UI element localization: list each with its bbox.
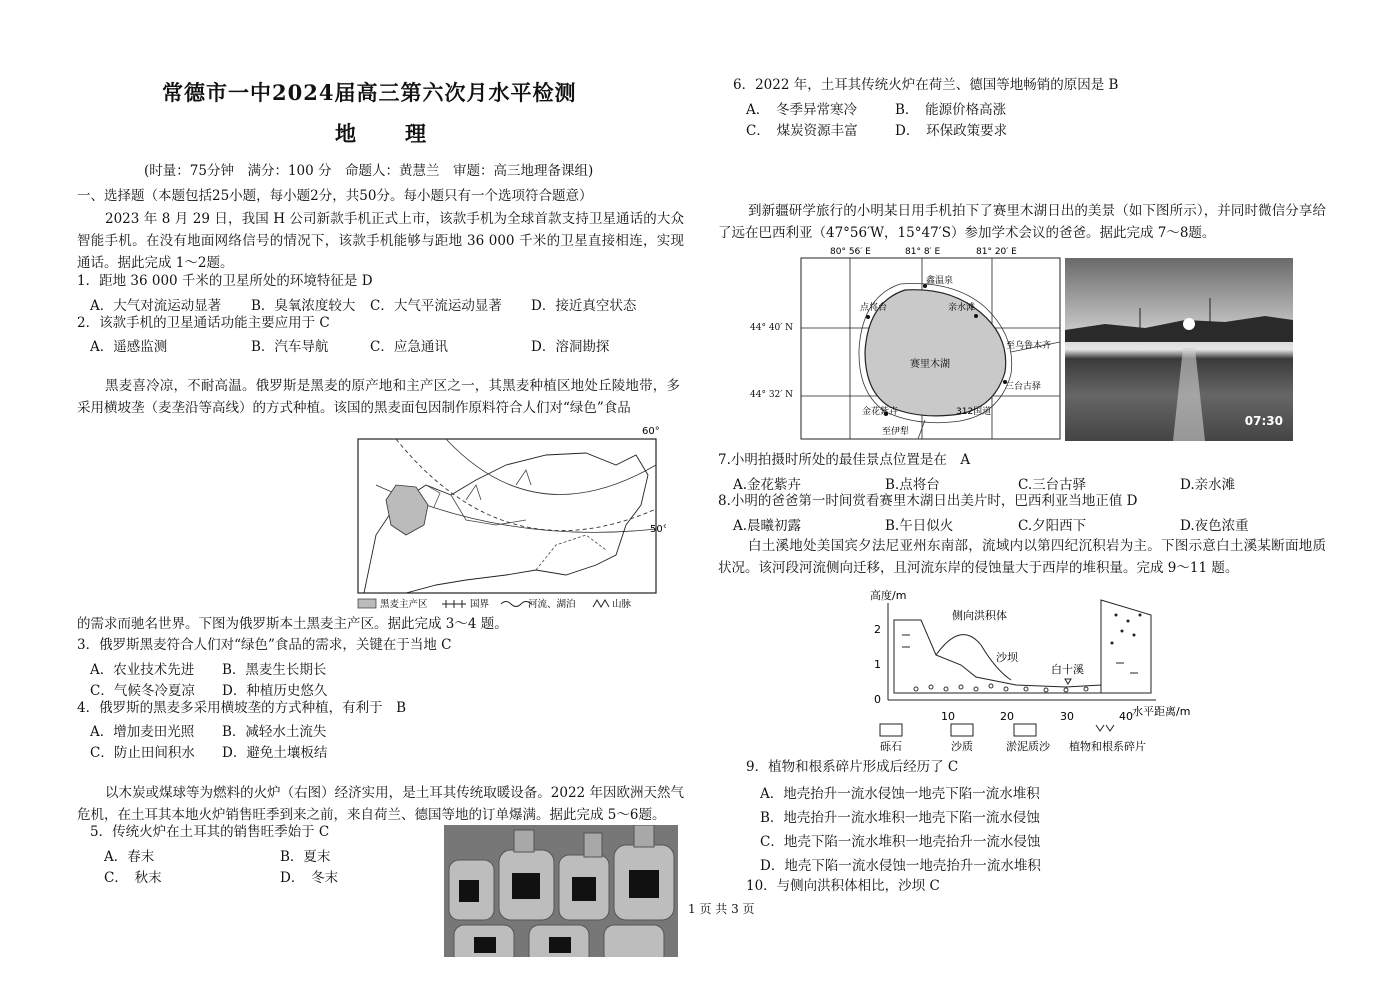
svg-text:点将台: 点将台 bbox=[860, 303, 888, 313]
q7-option-b[interactable]: B.点将台 bbox=[885, 477, 940, 493]
passage-sayram-lake: 到新疆研学旅行的小明某日用手机拍下了赛里木湖日出的美景（如下图所示），并同时微信分享给了远在巴西利亚（47°56′W，15°47′S）参加学术会议的爸爸。据此完成 7～8题。 bbox=[718, 203, 1326, 241]
q4-option-a[interactable]: A．增加麦田光照 bbox=[90, 724, 195, 740]
svg-text:沙坝: 沙坝 bbox=[996, 651, 1018, 664]
q8-stem: 8.小明的爸爸第一时间赏看赛里木湖日出美片时，巴西利亚当地正值 D bbox=[718, 493, 1138, 509]
svg-text:赛里木湖: 赛里木湖 bbox=[910, 359, 950, 370]
passage-creek: 白土溪地处美国宾夕法尼亚州东南部，流域内以第四纪沉积岩为主。下图示意白土溪某断面地质状况。该河段河流侧向迁移，且河流东岸的侵蚀量大于西岸的堆积量。完成 9～11 题。 bbox=[718, 538, 1326, 576]
q6-option-d[interactable]: D． 环保政策要求 bbox=[895, 123, 1008, 139]
q7-option-a[interactable]: A.金花紫卉 bbox=[733, 477, 802, 493]
svg-text:312国道: 312国道 bbox=[956, 407, 992, 417]
subject-title: 地 理 bbox=[335, 121, 440, 146]
passage-rye: 黑麦喜冷凉，不耐高温。俄罗斯是黑麦的原产地和主产区之一，其黑麦种植区地处丘陵地带，多采用横坡垄（麦垄沿等高线）的方式种植。该国的黑麦面包因制作原料符合人们对“绿色”食品 bbox=[77, 378, 680, 416]
russia-rye-map bbox=[356, 425, 666, 615]
svg-text:植物和根系碎片: 植物和根系碎片 bbox=[1069, 740, 1146, 753]
passage-rye-cont: 的需求而驰名世界。下图为俄罗斯本土黑麦主产区。据此完成 3～4 题。 bbox=[77, 616, 508, 632]
q8-option-a[interactable]: A.晨曦初露 bbox=[733, 518, 802, 534]
svg-text:40: 40 bbox=[1119, 710, 1133, 723]
q1-option-b[interactable]: B．臭氧浓度较大 bbox=[251, 298, 356, 314]
page-footer: 1 页 共 3 页 bbox=[688, 902, 755, 916]
page-title: 常德市一中2024届高三第六次月水平检测 bbox=[162, 80, 577, 105]
sunrise-photo bbox=[1065, 258, 1293, 441]
svg-text:山脉: 山脉 bbox=[612, 599, 632, 610]
svg-text:金花紫卉: 金花紫卉 bbox=[862, 407, 899, 417]
q1-option-c[interactable]: C．大气平流运动显著 bbox=[370, 298, 502, 314]
q3-stem: 3．俄罗斯黑麦符合人们对“绿色”食品的需求，关键在于当地 C bbox=[77, 637, 452, 653]
exam-meta: (时量：75分钟 满分：100 分 命题人：黄慧兰 审题：高三地理备课组) bbox=[144, 163, 594, 179]
svg-text:淤泥质沙: 淤泥质沙 bbox=[1006, 740, 1050, 753]
q3-option-a[interactable]: A．农业技术先进 bbox=[90, 662, 195, 678]
q5-option-c[interactable]: C． 秋末 bbox=[104, 870, 162, 886]
svg-text:60°: 60° bbox=[642, 426, 660, 437]
svg-text:黑麦主产区: 黑麦主产区 bbox=[380, 599, 428, 610]
q5-option-b[interactable]: B．夏末 bbox=[280, 849, 331, 865]
q6-option-a[interactable]: A． 冬季异常寒冷 bbox=[746, 102, 857, 118]
svg-text:鑫温泉: 鑫温泉 bbox=[926, 276, 954, 286]
section-heading: 一、选择题（本题包括25小题，每小题2分，共50分。每小题只有一个选项符合题意） bbox=[77, 188, 593, 204]
q8-option-b[interactable]: B.午日似火 bbox=[885, 518, 954, 534]
svg-text:至乌鲁木齐: 至乌鲁木齐 bbox=[1006, 341, 1052, 351]
svg-text:81° 20′ E: 81° 20′ E bbox=[976, 247, 1017, 257]
photo-timestamp: 07:30 bbox=[1244, 414, 1283, 428]
q9-stem: 9．植物和根系碎片形成后经历了 C bbox=[746, 759, 959, 775]
lat-label-1: 44° 40′ N bbox=[750, 323, 794, 333]
q6-stem: 6．2022 年，土耳其传统火炉在荷兰、德国等地畅销的原因是 B bbox=[733, 77, 1119, 93]
svg-text:0: 0 bbox=[874, 693, 881, 706]
creek-section-diagram bbox=[866, 585, 1206, 757]
q6-option-c[interactable]: C． 煤炭资源丰富 bbox=[746, 123, 858, 139]
q2-option-c[interactable]: C．应急通讯 bbox=[370, 339, 448, 355]
q4-option-b[interactable]: B．减轻水土流失 bbox=[222, 724, 327, 740]
q4-option-c[interactable]: C．防止田间积水 bbox=[90, 745, 195, 761]
svg-text:水平距离/m: 水平距离/m bbox=[1132, 705, 1191, 718]
svg-text:20: 20 bbox=[1000, 710, 1014, 723]
q9-option-d[interactable]: D．地壳下陷一流水侵蚀一地壳抬升一流水堆积 bbox=[760, 858, 1041, 874]
svg-text:50°: 50° bbox=[650, 524, 666, 535]
q1-option-a[interactable]: A．大气对流运动显著 bbox=[90, 298, 222, 314]
stove-photo bbox=[444, 825, 678, 957]
q7-option-d[interactable]: D.亲水滩 bbox=[1180, 477, 1236, 493]
svg-text:白十溪: 白十溪 bbox=[1051, 663, 1084, 676]
passage-stove: 以木炭或煤球等为燃料的火炉（右图）经济实用，是土耳其传统取暖设备。2022 年因欧洲天然气危机，在土耳其本地火炉销售旺季到来之前，来自荷兰、德国等地的订单爆满。据此完成 5～6题。 bbox=[77, 785, 684, 823]
q5-stem: 5．传统火炉在土耳其的销售旺季始于 C bbox=[90, 824, 330, 840]
q3-option-d[interactable]: D．种植历史悠久 bbox=[222, 683, 328, 699]
q7-stem: 7.小明拍摄时所处的最佳景点位置是在 A bbox=[718, 452, 971, 468]
q4-stem: 4．俄罗斯的黑麦多采用横坡垄的方式种植，有利于 B bbox=[77, 700, 407, 716]
svg-text:80° 56′ E: 80° 56′ E bbox=[830, 247, 871, 257]
q6-option-b[interactable]: B． 能源价格高涨 bbox=[895, 102, 1007, 118]
q2-option-a[interactable]: A．遥感监测 bbox=[90, 339, 168, 355]
q1-stem: 1．距地 36 000 千米的卫星所处的环境特征是 D bbox=[77, 273, 373, 289]
svg-text:三台古驿: 三台古驿 bbox=[1005, 382, 1042, 392]
svg-text:高度/m: 高度/m bbox=[870, 589, 907, 602]
q1-option-d[interactable]: D．接近真空状态 bbox=[531, 298, 637, 314]
svg-text:沙质: 沙质 bbox=[951, 740, 973, 753]
q5-option-a[interactable]: A．春末 bbox=[104, 849, 155, 865]
svg-text:10: 10 bbox=[941, 710, 955, 723]
q9-option-a[interactable]: A．地壳抬升一流水侵蚀一地壳下陷一流水堆积 bbox=[760, 786, 1040, 802]
svg-text:砾石: 砾石 bbox=[880, 740, 902, 753]
q3-option-c[interactable]: C．气候冬冷夏凉 bbox=[90, 683, 195, 699]
q2-option-b[interactable]: B．汽车导航 bbox=[251, 339, 329, 355]
svg-text:侧向洪积体: 侧向洪积体 bbox=[952, 609, 1007, 622]
svg-text:81° 8′ E: 81° 8′ E bbox=[905, 247, 941, 257]
q4-option-d[interactable]: D．避免土壤板结 bbox=[222, 745, 328, 761]
sayram-lake-map bbox=[800, 242, 1062, 442]
q9-option-b[interactable]: B．地壳抬升一流水堆积一地壳下陷一流水侵蚀 bbox=[760, 810, 1040, 826]
passage-satellite-phone: 2023 年 8 月 29 日，我国 H 公司新款手机正式上市，该款手机为全球首款支持卫星通话的大众智能手机。在没有地面网络信号的情况下，该款手机能够与距地 36 000 千米的卫星直接相连，实现通话。据此完成 1～2题。 bbox=[77, 211, 684, 271]
lat-label-2: 44° 32′ N bbox=[750, 390, 794, 400]
q5-option-d[interactable]: D． 冬末 bbox=[280, 870, 339, 886]
svg-text:河流、湖泊: 河流、湖泊 bbox=[528, 599, 576, 610]
svg-text:2: 2 bbox=[874, 623, 881, 636]
q8-option-c[interactable]: C.夕阳西下 bbox=[1018, 518, 1087, 534]
q9-option-c[interactable]: C．地壳下陷一流水堆积一地壳抬升一流水侵蚀 bbox=[760, 834, 1041, 850]
q10-stem: 10．与侧向洪积体相比，沙坝 C bbox=[746, 878, 940, 894]
q8-option-d[interactable]: D.夜色浓重 bbox=[1180, 518, 1249, 534]
q2-option-d[interactable]: D．溶洞勘探 bbox=[531, 339, 610, 355]
q3-option-b[interactable]: B．黑麦生长期长 bbox=[222, 662, 327, 678]
svg-text:亲水滩: 亲水滩 bbox=[948, 303, 976, 313]
svg-text:30: 30 bbox=[1060, 710, 1074, 723]
svg-text:至伊犁: 至伊犁 bbox=[882, 427, 910, 437]
q2-stem: 2．该款手机的卫星通话功能主要应用于 C bbox=[77, 315, 330, 331]
svg-text:国界: 国界 bbox=[470, 599, 490, 610]
svg-text:1: 1 bbox=[874, 658, 881, 671]
q7-option-c[interactable]: C.三台古驿 bbox=[1018, 477, 1087, 493]
